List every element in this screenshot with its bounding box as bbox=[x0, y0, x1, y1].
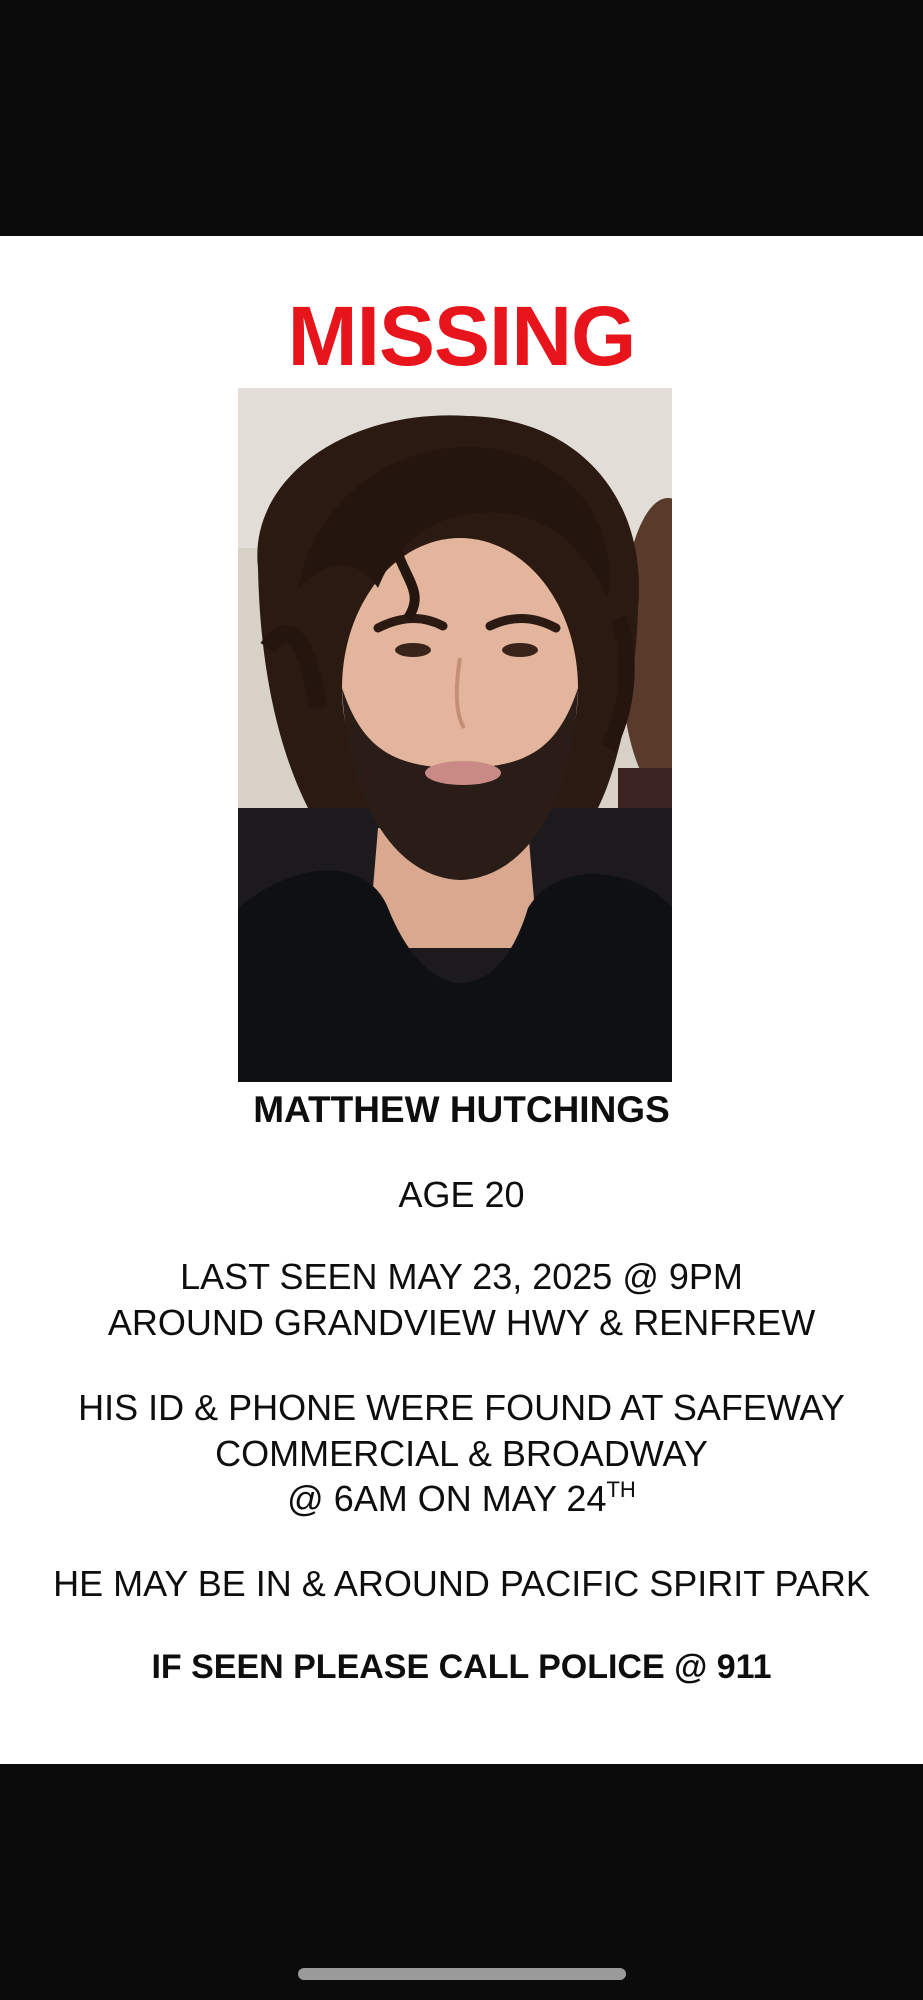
date-ordinal-suffix: TH bbox=[606, 1477, 636, 1502]
call-police-line: IF SEEN PLEASE CALL POLICE @ 911 bbox=[151, 1648, 772, 1686]
person-name: MATTHEW HUTCHINGS bbox=[253, 1089, 670, 1130]
found-line-3-text: @ 6AM ON MAY 24 bbox=[287, 1478, 607, 1519]
last-seen-line-1: LAST SEEN MAY 23, 2025 @ 9PM bbox=[180, 1256, 743, 1297]
possible-area-line: HE MAY BE IN & AROUND PACIFIC SPIRIT PARK bbox=[53, 1563, 870, 1604]
last-seen-line-2: AROUND GRANDVIEW HWY & RENFREW bbox=[107, 1302, 816, 1343]
found-line-1: HIS ID & PHONE WERE FOUND AT SAFEWAY bbox=[78, 1387, 845, 1428]
top-black-bar bbox=[0, 0, 923, 236]
missing-poster bbox=[0, 236, 923, 1764]
home-indicator-bar[interactable] bbox=[298, 1968, 626, 1980]
found-line-2: COMMERCIAL & BROADWAY bbox=[215, 1433, 708, 1474]
person-age: AGE 20 bbox=[398, 1174, 525, 1215]
person-photo bbox=[238, 388, 672, 1082]
bottom-black-bar bbox=[0, 1764, 923, 2000]
poster-headline: MISSING bbox=[287, 289, 636, 383]
found-line-3 bbox=[0, 1475, 923, 1528]
